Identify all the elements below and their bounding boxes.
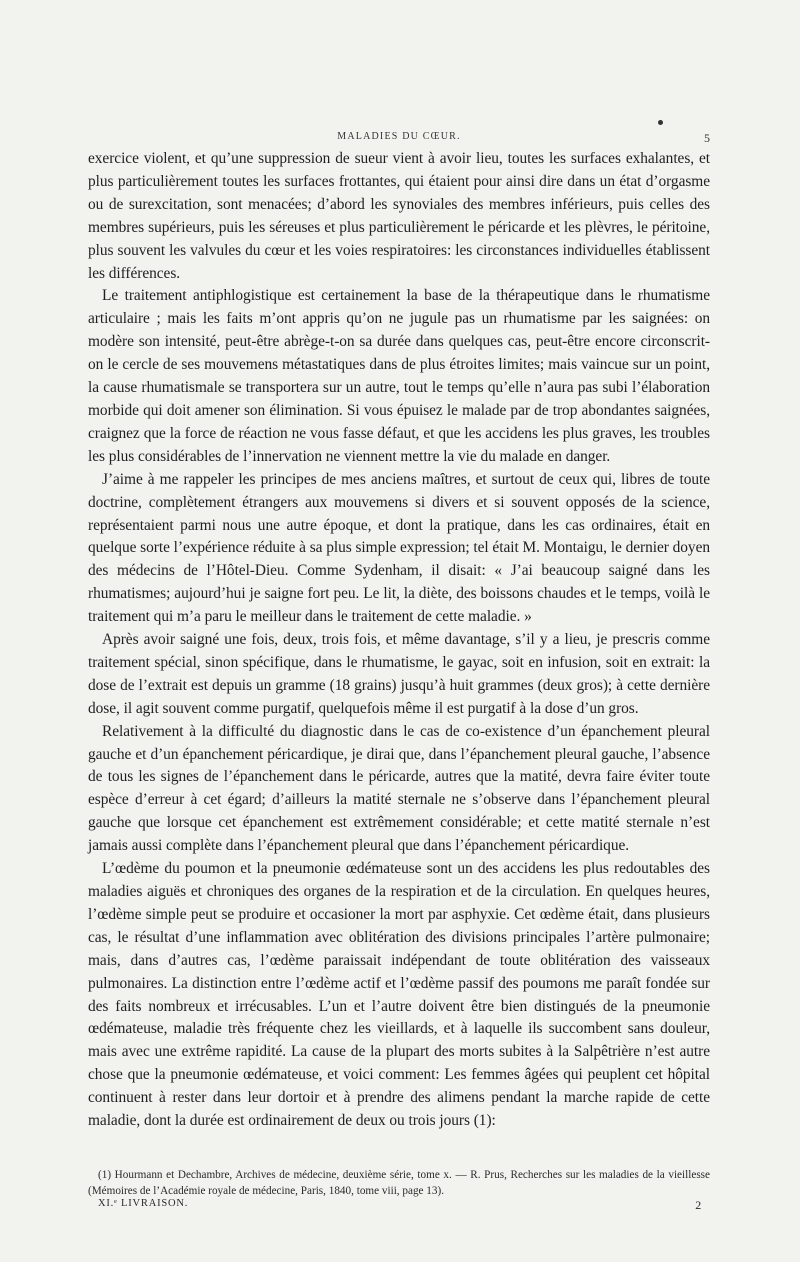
paragraph-4: Après avoir saigné une fois, deux, trois fois, et même davantage, s’il y a lieu, je prescris comme traitement spécial, sinon spécifique, dans le rhumatisme, le gayac, soit en infusion, soit en extrait: la dose de l’extrait est depuis un gramme (18 grains) jusqu’à huit grammes (deux gros); à cette dernière dose, il agit souvent comme purgatif, quelquefois même il est purgatif à la dose d’un gros. bbox=[88, 631, 710, 717]
paragraph-5: Relativement à la difficulté du diagnostic dans le cas de co-existence d’un épanchement pleural gauche et d’un épanchement péricardique, je dirai que, dans l’épanchement pleural gauche, l’absence de tous les signes de l’épanchement dans le péricarde, autres que la matité, devra faire éviter toute espèce d’erreur à cet égard; d’ailleurs la matité sternale ne s’observe dans l’épanchement pleural gauche que lorsque cet épanchement est extrêmement considérable; et cette matité sternale n’est jamais aussi complète dans l’épanchement pleural que dans l’épanchement péricardique. bbox=[88, 722, 710, 855]
signature-livraison: XI.ᵉ LIVRAISON. bbox=[98, 1198, 189, 1209]
paragraph-1: exercice violent, et qu’une suppression de sueur vient à avoir lieu, toutes les surfaces exhalantes, et plus particulièrement toutes les surfaces frottantes, qui étaient pour ainsi dire dans un état d’orgasme ou de surexcitation, sont menacées; d’abord les synoviales des membres inférieurs, puis celles des membres supérieurs, puis les séreuses et plus particulièrement le péricarde et les plèvres, le péritoine, plus souvent les valvules du cœur et les voies respiratoires: les circonstances individuelles établissent les différences. bbox=[88, 150, 710, 282]
paragraph-3: J’aime à me rappeler les principes de mes anciens maîtres, et surtout de ceux qui, libres de toute doctrine, complètement étrangers aux mouvemens si divers et si souvent opposés de la science, représentaient parmi nous une autre époque, et dont la pratique, dans les cas ordinaires, était en quelque sorte l’expérience réduite à sa plus simple expression; tel était M. Montaigu, le dernier doyen des médecins de l’Hôtel-Dieu. Comme Sydenham, il disait: « J’ai beaucoup saigné dans les rhumatismes; aujourd’hui je saigne fort peu. Le lit, la diète, des boissons chaudes et le temps, voilà le traitement qui m’a paru le meilleur dans le traitement de cette maladie. » bbox=[88, 470, 710, 626]
paragraph-2: Le traitement antiphlogistique est certainement la base de la thérapeutique dans le rhumatisme articulaire ; mais les faits m’ont appris qu’on ne jugule pas un rhumatisme par les saignées: on modère son intensité, peut-être abrège-t-on sa durée dans quelques cas, peut-être encore circonscrit-on le cercle de ses mouvemens métastatiques dans de plus étroites limites; mais vaincue sur un point, la cause rhumatismale se transportera sur un autre, tout le temps qu’elle n’aura pas subi l’élaboration morbide qui doit amener son élimination. Si vous épuisez le malade par de trop abondantes saignées, craignez que la force de réaction ne vous fasse défaut, et que les accidens les plus graves, les troubles les plus considérables de l’innervation ne viennent mettre la vie du malade en danger. bbox=[88, 287, 710, 465]
running-title: MALADIES DU CŒUR. bbox=[337, 131, 461, 142]
ink-dot bbox=[658, 120, 663, 125]
paragraph-6: L’œdème du poumon et la pneumonie œdémateuse sont un des accidens les plus redoutables des maladies aiguës et chroniques des organes de la respiration et de la circulation. En quelques heures, l’œdème simple peut se produire et occasioner la mort par asphyxie. Cet œdème était, dans plusieurs cas, le résultat d’une inflammation avec oblitération des divisions principales l’artère pulmonaire; mais, dans d’autres cas, l’œdème paraissait indépendant de toute oblitération des vaisseaux pulmonaires. La distinction entre l’œdème actif et l’œdème passif des poumons me paraît fondée sur des faits nombreux et irrécusables. L’un et l’autre doivent être bien distingués de la pneumonie œdémateuse, maladie très fréquente chez les vieillards, et à laquelle ils succombent sans douleur, mais avec une extrême rapidité. La cause de la plupart des morts subites à la Salpêtrière n’est autre chose que la pneumonie œdémateuse, et voici comment: Les femmes âgées qui peuplent cet hôpital continuent à rester dans leur dortoir et à prendre des alimens pendant la marche rapide de cette maladie, dont la durée est ordinairement de deux ou trois jours (1): bbox=[88, 860, 710, 1130]
body-text bbox=[88, 148, 710, 1133]
signature-sheet-number: 2 bbox=[695, 1198, 702, 1212]
printer-signature bbox=[98, 1198, 710, 1214]
footnote: (1) Hourmann et Dechambre, Archives de médecine, deuxième série, tome x. — R. Prus, Recherches sur les maladies de la vieillesse (Mémoires de l’Académie royale de médecine, Paris, 1840, tome viii, page 13). bbox=[88, 1169, 710, 1197]
running-header bbox=[88, 131, 710, 147]
page-number: 5 bbox=[704, 131, 710, 145]
